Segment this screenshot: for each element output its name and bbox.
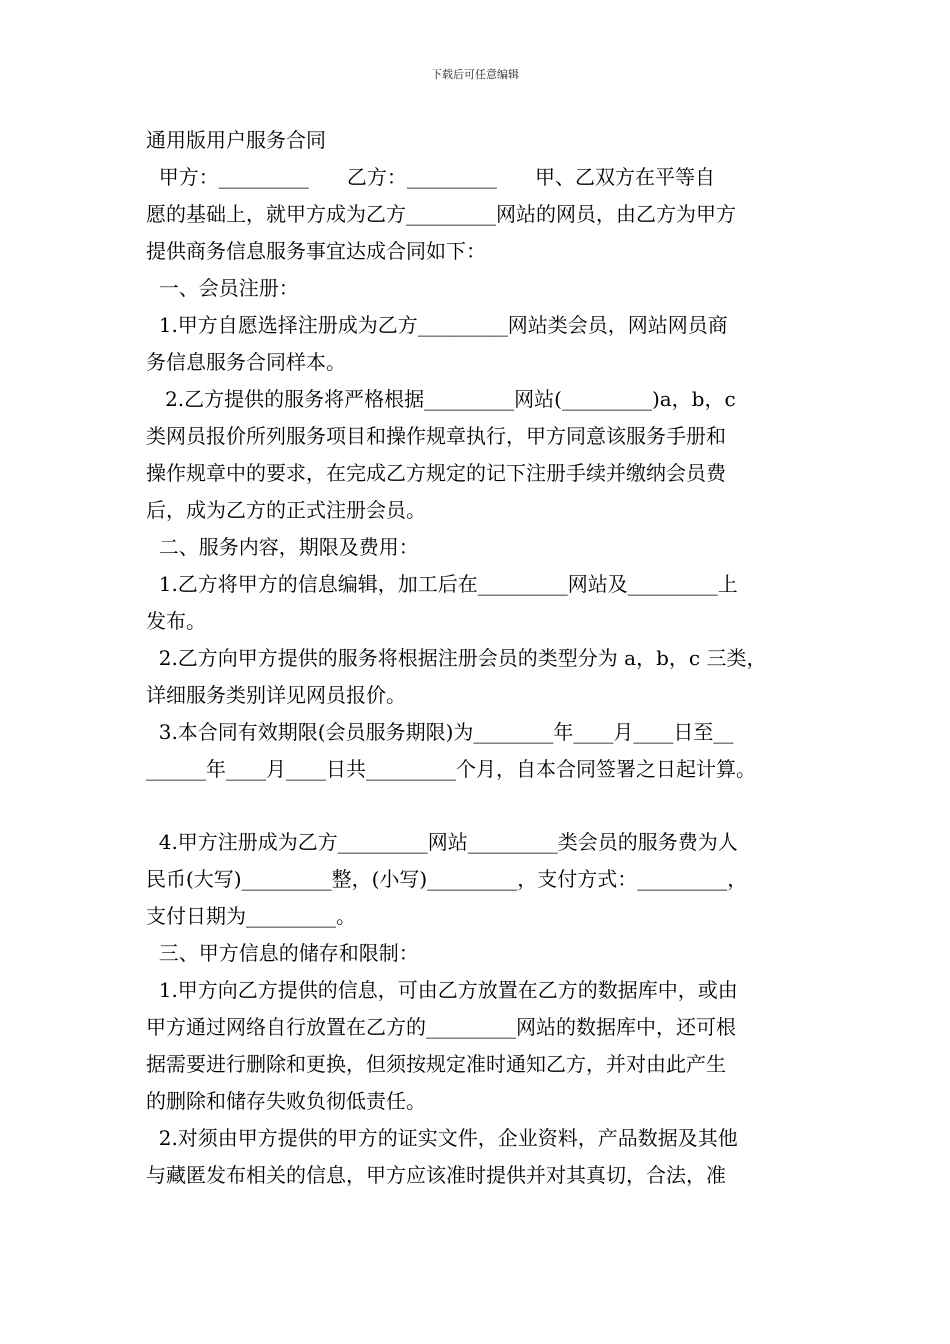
page-header-note: 下载后可任意编辑 <box>431 68 519 81</box>
text-line: 甲方通过网络自行放置在乙方的_________网站的数据库中，还可根 <box>146 1015 736 1039</box>
text-line: 据需要进行删除和更换，但须按规定准时通知乙方，并对由此产生 <box>146 1052 726 1076</box>
text-line: 后，成为乙方的正式注册会员。 <box>146 498 426 522</box>
section-heading: 二、服务内容，期限及费用： <box>146 535 419 559</box>
text-line: 甲方：_________ 乙方：_________ 甲、乙双方在平等自 <box>146 165 716 189</box>
contract-body <box>146 122 816 1194</box>
text-line: 与藏匿发布相关的信息，甲方应该准时提供并对其真切，合法，准 <box>146 1163 726 1187</box>
text-line: ______年____月____日共_________个月，自本合同签署之日起计算。 <box>146 757 756 781</box>
text-line: 2.乙方向甲方提供的服务将根据注册会员的类型分为 a，b，c 三类， <box>146 646 767 670</box>
blank-line <box>146 788 816 824</box>
text-line: 1.乙方将甲方的信息编辑，加工后在_________网站及_________上 <box>146 572 738 596</box>
text-line: 类网员报价所列服务项目和操作规章执行，甲方同意该服务手册和 <box>146 424 726 448</box>
text-line: 3.本合同有效期限(会员服务期限)为________年____月____日至__ <box>146 720 734 744</box>
section-heading: 一、会员注册： <box>146 276 299 300</box>
text-line: 2.对须由甲方提供的甲方的证实文件，企业资料，产品数据及其他 <box>146 1126 738 1150</box>
text-line: 4.甲方注册成为乙方_________网站_________类会员的服务费为人 <box>146 830 738 854</box>
text-line: 操作规章中的要求，在完成乙方规定的记下注册手续并缴纳会员费 <box>146 461 726 485</box>
text-line: 1.甲方自愿选择注册成为乙方_________网站类会员，网站网员商 <box>146 313 728 337</box>
text-line: 务信息服务合同样本。 <box>146 350 346 374</box>
text-line: 的删除和储存失败负彻低责任。 <box>146 1089 426 1113</box>
text-line: 详细服务类别详见网员报价。 <box>146 683 406 707</box>
text-line: 民币(大写)_________整，(小写)_________，支付方式：_________， <box>146 867 748 891</box>
text-line: 支付日期为_________。 <box>146 904 356 928</box>
text-line: 愿的基础上，就甲方成为乙方_________网站的网员，由乙方为甲方 <box>146 202 736 226</box>
text-line: 2.乙方提供的服务将严格根据_________网站(_________)a，b，c <box>146 387 736 411</box>
document-title: 通用版用户服务合同 <box>146 128 326 152</box>
text-line: 发布。 <box>146 609 206 633</box>
section-heading: 三、甲方信息的储存和限制： <box>146 941 419 965</box>
text-line: 提供商务信息服务事宜达成合同如下： <box>146 239 486 263</box>
text-line: 1.甲方向乙方提供的信息，可由乙方放置在乙方的数据库中，或由 <box>146 978 738 1002</box>
